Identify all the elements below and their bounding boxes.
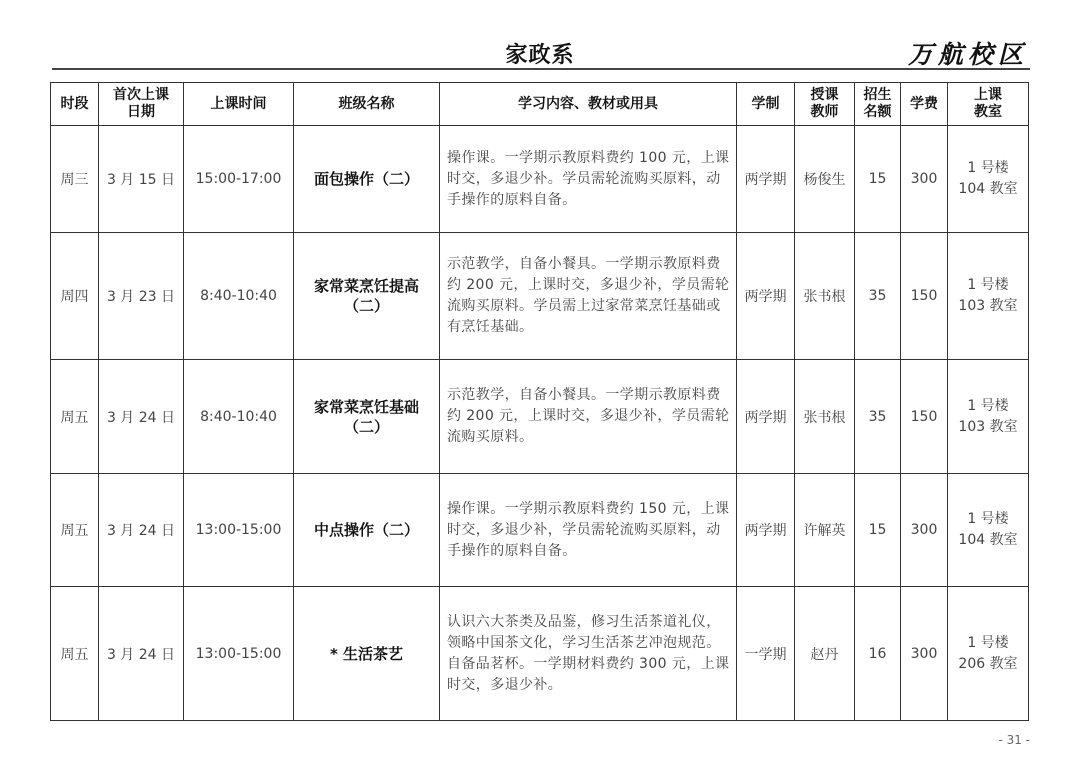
cell-room xyxy=(948,474,1029,587)
table-header-row xyxy=(51,83,1029,126)
cell-class-name: 面包操作（二） xyxy=(294,126,440,233)
campus-name: 万航校区 xyxy=(907,40,1028,69)
cell-fee: 300 xyxy=(901,474,948,587)
cell-teacher: 赵丹 xyxy=(795,587,855,721)
room-building: 1 号楼 xyxy=(967,511,1009,527)
cell-teacher: 张书根 xyxy=(795,233,855,360)
cell-class-name: 中点操作（二） xyxy=(294,474,440,587)
cell-time: 15:00-17:00 xyxy=(184,126,294,233)
cell-slot: 周五 xyxy=(51,360,99,474)
header-slot: 时段 xyxy=(51,83,99,126)
header-quota: 招生名额 xyxy=(855,83,901,126)
room-number: 104 教室 xyxy=(958,532,1018,548)
cell-fee: 150 xyxy=(901,233,948,360)
cell-fee: 300 xyxy=(901,126,948,233)
room-number: 104 教室 xyxy=(958,181,1018,197)
header-class-name: 班级名称 xyxy=(294,83,440,126)
cell-fee: 150 xyxy=(901,360,948,474)
cell-term: 两学期 xyxy=(737,126,795,233)
cell-content: 示范教学，自备小餐具。一学期示教原料费约 200 元，上课时交，多退少补，学员需轮流购买原料。 xyxy=(440,360,737,474)
cell-fee: 300 xyxy=(901,587,948,721)
cell-teacher: 许解英 xyxy=(795,474,855,587)
cell-quota: 15 xyxy=(855,126,901,233)
cell-quota: 35 xyxy=(855,360,901,474)
room-building: 1 号楼 xyxy=(967,634,1009,651)
cell-slot: 周四 xyxy=(51,233,99,360)
page-number: - 31 - xyxy=(998,733,1030,747)
cell-quota: 35 xyxy=(855,233,901,360)
cell-class-name: 家常菜烹饪基础（二） xyxy=(294,360,440,474)
cell-class-name: 家常菜烹饪提高（二） xyxy=(294,233,440,360)
cell-slot: 周五 xyxy=(51,474,99,587)
room-building: 1 号楼 xyxy=(967,397,1009,414)
course-schedule-table xyxy=(50,82,1029,721)
cell-quota: 16 xyxy=(855,587,901,721)
header-term: 学制 xyxy=(737,83,795,126)
cell-first-date: 3 月 24 日 xyxy=(99,587,184,721)
table-row xyxy=(51,474,1029,587)
room-number: 103 教室 xyxy=(958,298,1018,314)
header-fee: 学费 xyxy=(901,83,948,126)
cell-room xyxy=(948,126,1029,233)
cell-time: 13:00-15:00 xyxy=(184,474,294,587)
table-row xyxy=(51,360,1029,474)
header-room: 上课教室 xyxy=(948,83,1029,126)
page-title: 家政系 xyxy=(505,43,575,68)
table-row xyxy=(51,587,1029,721)
cell-room xyxy=(948,233,1029,360)
room-building: 1 号楼 xyxy=(967,160,1009,176)
cell-quota: 15 xyxy=(855,474,901,587)
cell-content: 示范教学，自备小餐具。一学期示教原料费约 200 元，上课时交，多退少补，学员需轮流购买原料。学员需上过家常菜烹饪基础或有烹饪基础。 xyxy=(440,233,737,360)
cell-room xyxy=(948,587,1029,721)
cell-content: 认识六大茶类及品鉴，修习生活茶道礼仪，领略中国茶文化，学习生活茶艺冲泡规范。自备品茗杯。一学期材料费约 300 元，上课时交，多退少补。 xyxy=(440,587,737,721)
header-time: 上课时间 xyxy=(184,83,294,126)
cell-first-date: 3 月 23 日 xyxy=(99,233,184,360)
room-number: 206 教室 xyxy=(958,655,1018,672)
cell-slot: 周三 xyxy=(51,126,99,233)
cell-first-date: 3 月 24 日 xyxy=(99,474,184,587)
cell-term: 一学期 xyxy=(737,587,795,721)
cell-class-name: * 生活茶艺 xyxy=(294,587,440,721)
header-content: 学习内容、教材或用具 xyxy=(440,83,737,126)
cell-term: 两学期 xyxy=(737,360,795,474)
cell-content: 操作课。一学期示教原料费约 100 元，上课时交，多退少补。学员需轮流购买原料，动手操作的原料自备。 xyxy=(440,126,737,233)
table-row xyxy=(51,126,1029,233)
cell-time: 13:00-15:00 xyxy=(184,587,294,721)
cell-time: 8:40-10:40 xyxy=(184,360,294,474)
room-number: 103 教室 xyxy=(958,418,1018,435)
table-row xyxy=(51,233,1029,360)
cell-slot: 周五 xyxy=(51,587,99,721)
cell-term: 两学期 xyxy=(737,233,795,360)
header-divider xyxy=(52,68,1030,70)
cell-first-date: 3 月 24 日 xyxy=(99,360,184,474)
cell-room xyxy=(948,360,1029,474)
header-teacher: 授课教师 xyxy=(795,83,855,126)
cell-content: 操作课。一学期示教原料费约 150 元，上课时交，多退少补，学员需轮流购买原料，动手操作的原料自备。 xyxy=(440,474,737,587)
room-building: 1 号楼 xyxy=(967,277,1009,293)
cell-first-date: 3 月 15 日 xyxy=(99,126,184,233)
header-first-date: 首次上课日期 xyxy=(99,83,184,126)
cell-time: 8:40-10:40 xyxy=(184,233,294,360)
cell-teacher: 张书根 xyxy=(795,360,855,474)
cell-teacher: 杨俊生 xyxy=(795,126,855,233)
cell-term: 两学期 xyxy=(737,474,795,587)
